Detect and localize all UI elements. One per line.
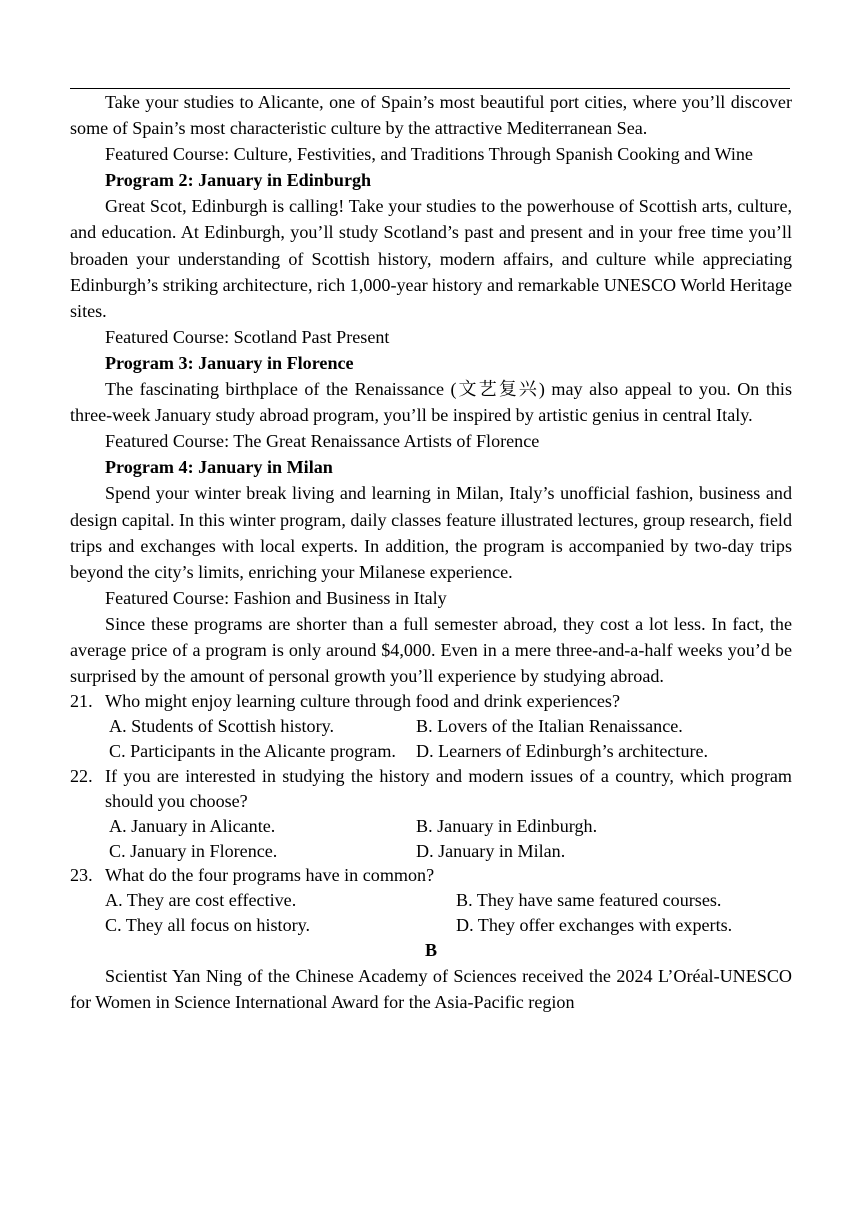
option-b: B. Lovers of the Italian Renaissance. [416,716,683,737]
featured-course-alicante: Featured Course: Culture, Festivities, and Traditions Through Spanish Cooking and Wine [105,144,753,165]
closing-paragraph: Since these programs are shorter than a full semester abroad, they cost a lot less. In fact, the average price of a program is only around $4,000. Even in a mere three-and-a-half weeks you’d be surprised by the amount of personal growth you’ll experience by studying abroad. [70,613,792,687]
option-c: C. They all focus on history. [105,915,311,936]
question-text: Who might enjoy learning culture through food and drink experiences? [105,691,621,712]
option-c: C. Participants in the Alicante program. [109,740,396,761]
option-d: D. Learners of Edinburgh’s architecture. [416,740,709,761]
option-d: D. They offer exchanges with experts. [456,915,733,936]
program-3-description: The fascinating birthplace of the Renaissance (文艺复兴) may also appeal to you. On this three-week January study abroad program, you’ll be inspired by artistic genius in central Italy. [70,379,792,426]
question-23 [70,863,792,938]
option-d: D. January in Milan. [416,840,566,861]
question-number: 22. [70,765,93,786]
program-4-heading: Program 4: January in Milan [105,457,333,478]
option-a: A. Students of Scottish history. [109,716,335,737]
question-number: 21. [70,691,93,712]
option-b: B. January in Edinburgh. [416,815,598,836]
question-22 [70,764,792,864]
question-number: 23. [70,865,93,886]
intro-paragraph: Take your studies to Alicante, one of Spain’s most beautiful port cities, where you’ll discover some of Spain’s most characteristic culture by the attractive Mediterranean Sea. [70,92,792,139]
question-text: What do the four programs have in common? [105,865,435,886]
program-2-description: Great Scot, Edinburgh is calling! Take your studies to the powerhouse of Scottish arts, culture, and education. At Edinburgh, you’ll study Scotland’s past and present and in your free time you’ll broaden your understanding of Scottish history, modern affairs, and culture while appreciating Edinburgh’s striking architecture, rich 1,000-year history and remarkable UNESCO World Heritage sites. [70,196,792,321]
option-b: B. They have same featured courses. [456,890,722,911]
option-a: A. They are cost effective. [105,890,297,911]
section-b-paragraph: Scientist Yan Ning of the Chinese Academy of Sciences received the 2024 L’Oréal-UNESCO for Women in Science International Award for the Asia-Pacific region [70,965,792,1013]
question-text: If you are interested in studying the history and modern issues of a country, which program should you choose? [105,765,792,811]
program-2-featured-course: Featured Course: Scotland Past Present [105,326,390,347]
program-4-featured-course: Featured Course: Fashion and Business in Italy [105,587,447,608]
question-21 [70,689,792,764]
program-4-description: Spend your winter break living and learning in Milan, Italy’s unofficial fashion, business and design capital. In this winter program, daily classes feature illustrated lectures, group research, field trips and exchanges with local experts. In addition, the program is accompanied by two-day trips beyond the city’s limits, enriching your Milanese experience. [70,483,792,582]
option-a: A. January in Alicante. [109,815,276,836]
section-b-heading: B [424,939,438,960]
program-3-featured-course: Featured Course: The Great Renaissance Artists of Florence [105,431,540,452]
program-2-heading: Program 2: January in Edinburgh [105,170,372,191]
option-c: C. January in Florence. [109,840,278,861]
document-body [70,89,792,1015]
program-3-heading: Program 3: January in Florence [105,352,354,373]
